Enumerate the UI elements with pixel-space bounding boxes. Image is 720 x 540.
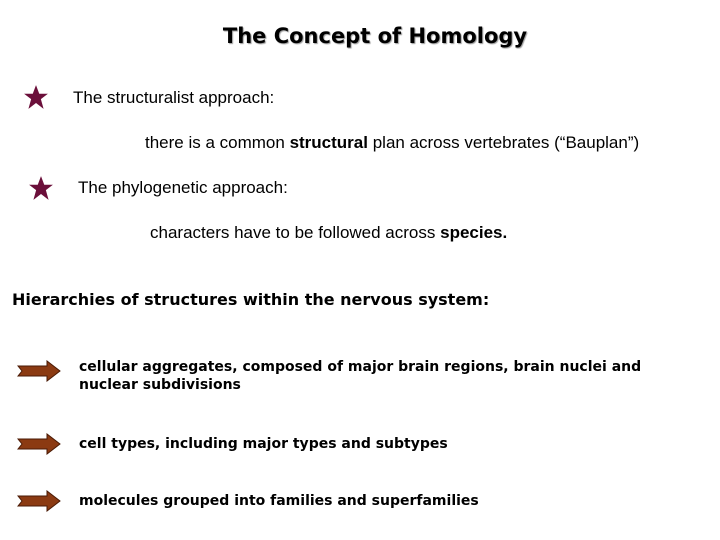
star-icon xyxy=(28,175,54,201)
arrow-icon xyxy=(17,360,61,382)
arrow-icon xyxy=(17,433,61,455)
star-icon xyxy=(23,84,49,110)
hierarchy-item: cellular aggregates, composed of major brain regions, brain nuclei and nuclear subdivisions xyxy=(79,359,642,393)
structuralist-approach-label: The structuralist approach: xyxy=(73,88,275,107)
detail-bold: species. xyxy=(440,223,508,242)
hierarchy-heading: Hierarchies of structures within the nervous system: xyxy=(12,290,490,309)
detail-text: plan across vertebrates (“Bauplan”) xyxy=(367,133,640,152)
structuralist-approach-detail xyxy=(145,133,639,153)
hierarchy-item: cell types, including major types and subtypes xyxy=(79,436,448,452)
detail-text: there is a common xyxy=(145,133,290,152)
phylogenetic-approach-label: The phylogenetic approach: xyxy=(78,178,288,197)
detail-text: characters have to be followed across xyxy=(150,223,441,242)
arrow-icon xyxy=(17,490,61,512)
hierarchy-item: molecules grouped into families and superfamilies xyxy=(79,493,479,509)
slide-title: The Concept of Homology xyxy=(222,24,528,48)
phylogenetic-approach-detail xyxy=(150,223,507,243)
detail-bold: structural xyxy=(289,133,368,152)
